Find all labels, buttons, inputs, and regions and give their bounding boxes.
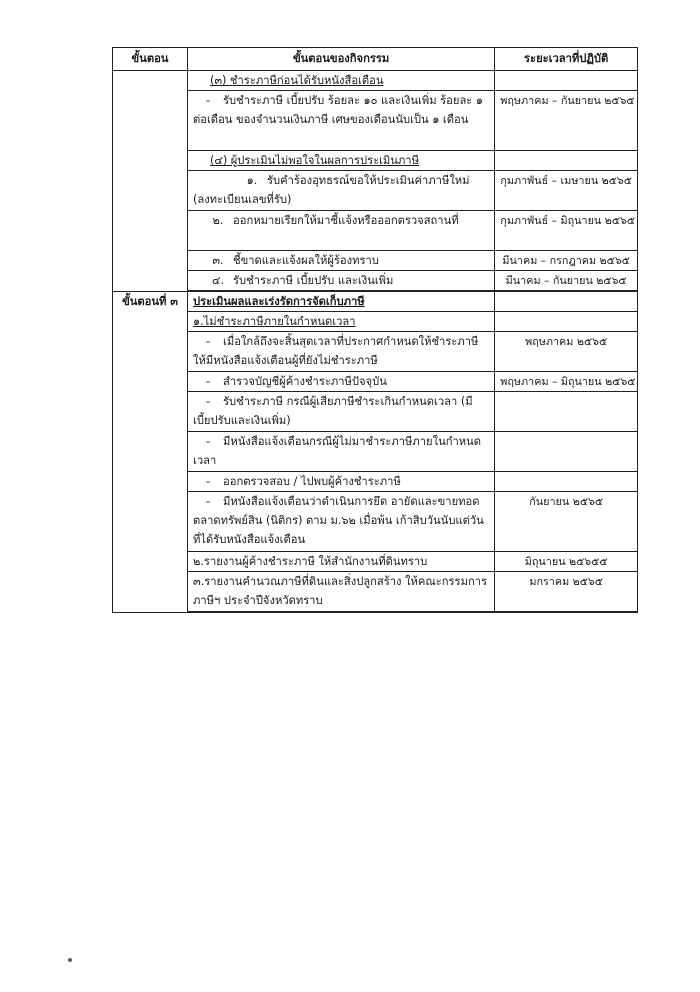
item-text: เมื่อใกล้ถึงจะสิ้นสุดเวลาที่ประกาศกำหนดให้ชำระภาษี ให้มีหนังสือแจ้งเตือนผู้ที่ยังไม่ชำระภาษี xyxy=(193,335,479,367)
item-dash: - xyxy=(205,395,211,408)
period-cell xyxy=(495,292,638,312)
table-row xyxy=(113,432,638,472)
period-cell: มิถุนายน ๒๕๖๕๕ xyxy=(495,552,638,572)
activity-cell xyxy=(188,271,495,291)
table-row xyxy=(113,372,638,392)
table-row-spacer xyxy=(113,612,638,613)
period-cell: พฤษภาคม – มิถุนายน ๒๕๖๕ xyxy=(495,372,638,392)
header-period: ระยะเวลาที่ปฏิบัติ xyxy=(495,48,638,71)
item-text: รับชำระภาษี กรณีผู้เสียภาษีชำระเกินกำหนดเวลา (มีเบี้ยปรับและเงินเพิ่ม) xyxy=(193,395,473,427)
item-number: ๒. xyxy=(212,214,224,227)
schedule-table xyxy=(112,47,638,613)
item-dash: - xyxy=(205,475,211,488)
activity-cell xyxy=(188,372,495,392)
period-cell: พฤษภาคม – กันยายน ๒๕๖๕ xyxy=(495,91,638,151)
item-text: รับชำระภาษี เบี้ยปรับ และเงินเพิ่ม xyxy=(233,274,394,287)
header-step: ขั้นตอน xyxy=(113,48,188,71)
header-activity: ขั้นตอนของกิจกรรม xyxy=(188,48,495,71)
item-dash: - xyxy=(205,94,211,107)
period-cell xyxy=(495,312,638,332)
activity-cell xyxy=(188,251,495,271)
activity-cell xyxy=(188,171,495,211)
report3-text: ๓.รายงานคำนวณภาษีที่ดินและสิ่งปลูกสร้าง ให้คณะกรรมการภาษีฯ ประจำปีจังหวัดทราบ xyxy=(188,572,495,612)
step3-title-cell xyxy=(188,292,495,312)
scan-speck xyxy=(68,958,72,962)
item-text: สำรวจบัญชีผู้ค้างชำระภาษีปัจจุบัน xyxy=(223,375,387,388)
subsection-cell xyxy=(188,312,495,332)
item-dash: - xyxy=(205,375,211,388)
activity-cell xyxy=(188,211,495,251)
table-row xyxy=(113,71,638,91)
activity-cell xyxy=(188,332,495,372)
table-row xyxy=(113,572,638,612)
period-cell xyxy=(495,151,638,171)
item-text: รับคำร้องอุทธรณ์ขอให้ประเมินค่าภาษีใหม่ (ลงทะเบียนเลขที่รับ) xyxy=(193,174,470,206)
item-number: ๔. xyxy=(211,274,225,287)
item-text: ชี้ขาดและแจ้งผลให้ผู้ร้องทราบ xyxy=(233,254,379,267)
step3-sub1: ๑.ไม่ชำระภาษีภายในกำหนดเวลา xyxy=(193,315,356,328)
item-text: มีหนังสือแจ้งเตือนว่าดำเนินการยึด อายัดและขายทอดตลาดทรัพย์สิน (นิติกร) ตาม ม.๖๒ เมื่อพ้น เก้าสิบวันนับแต่วันที่ได้รับหนังสือแจ้งเตือน xyxy=(193,495,484,546)
table-row xyxy=(113,171,638,211)
period-cell xyxy=(495,432,638,472)
item-dash: - xyxy=(205,335,211,348)
item-dash: - xyxy=(205,495,211,508)
activity-cell xyxy=(188,472,495,492)
activity-cell xyxy=(188,392,495,432)
period-cell: มีนาคม – กรกฎาคม ๒๕๖๕ xyxy=(495,251,638,271)
period-cell xyxy=(495,71,638,91)
step-cell-empty xyxy=(113,71,188,292)
period-cell: มกราคม ๒๕๖๕ xyxy=(495,572,638,612)
period-cell: กันยายน ๒๕๖๕ xyxy=(495,492,638,552)
item-text: ออกตรวจสอบ / ไปพบผู้ค้างชำระภาษี xyxy=(223,475,401,488)
table-row xyxy=(113,91,638,151)
activity-cell xyxy=(188,432,495,472)
table-row xyxy=(113,472,638,492)
period-cell: มีนาคม – กันยายน ๒๕๖๕ xyxy=(495,271,638,291)
table-header-row xyxy=(113,48,638,71)
period-cell: กุมภาพันธ์ – เมษายน ๒๕๖๕ xyxy=(495,171,638,211)
table-row xyxy=(113,552,638,572)
table-row xyxy=(113,251,638,271)
table-row xyxy=(113,151,638,171)
section3-title: (๓) ชำระภาษีก่อนได้รับหนังสือเตือน xyxy=(210,74,384,87)
period-cell: กุมภาพันธ์ – มิถุนายน ๒๕๖๕ xyxy=(495,211,638,251)
step3-title: ประเมินผลและเร่งรัดการจัดเก็บภาษี xyxy=(193,295,365,308)
table-row xyxy=(113,312,638,332)
item-dash: - xyxy=(205,435,211,448)
item-text: มีหนังสือแจ้งเตือนกรณีผู้ไม่มาชำระภาษีภายในกำหนดเวลา xyxy=(193,435,482,467)
table-row xyxy=(113,292,638,312)
item-text: ออกหมายเรียกให้มาชี้แจ้งหรือออกตรวจสถานที่ xyxy=(233,214,459,227)
item-number: ๓. xyxy=(212,254,224,267)
table-row xyxy=(113,492,638,552)
period-cell xyxy=(495,392,638,432)
report2-text: ๒.รายงานผู้ค้างชำระภาษี ให้สำนักงานที่ดินทราบ xyxy=(188,552,495,572)
activity-cell xyxy=(188,492,495,552)
activity-cell xyxy=(188,91,495,151)
step3-label: ขั้นตอนที่ ๓ xyxy=(113,292,188,613)
table-row xyxy=(113,332,638,372)
section4-title: (๔) ผู้ประเมินไม่พอใจในผลการประเมินภาษี xyxy=(210,154,419,167)
section4-title-cell xyxy=(188,151,495,171)
item-number: ๑. xyxy=(246,174,258,187)
table-row xyxy=(113,271,638,291)
period-cell: พฤษภาคม ๒๕๖๕ xyxy=(495,332,638,372)
item-text: รับชำระภาษี เบี้ยปรับ ร้อยละ ๑๐ และเงินเพิ่ม ร้อยละ ๑ ต่อเดือน ของจำนวนเงินภาษี เศษของเดือนนับเป็น ๑ เดือน xyxy=(193,94,483,126)
table-row xyxy=(113,392,638,432)
period-cell xyxy=(495,472,638,492)
section3-title-cell xyxy=(188,71,495,91)
table-row xyxy=(113,211,638,251)
